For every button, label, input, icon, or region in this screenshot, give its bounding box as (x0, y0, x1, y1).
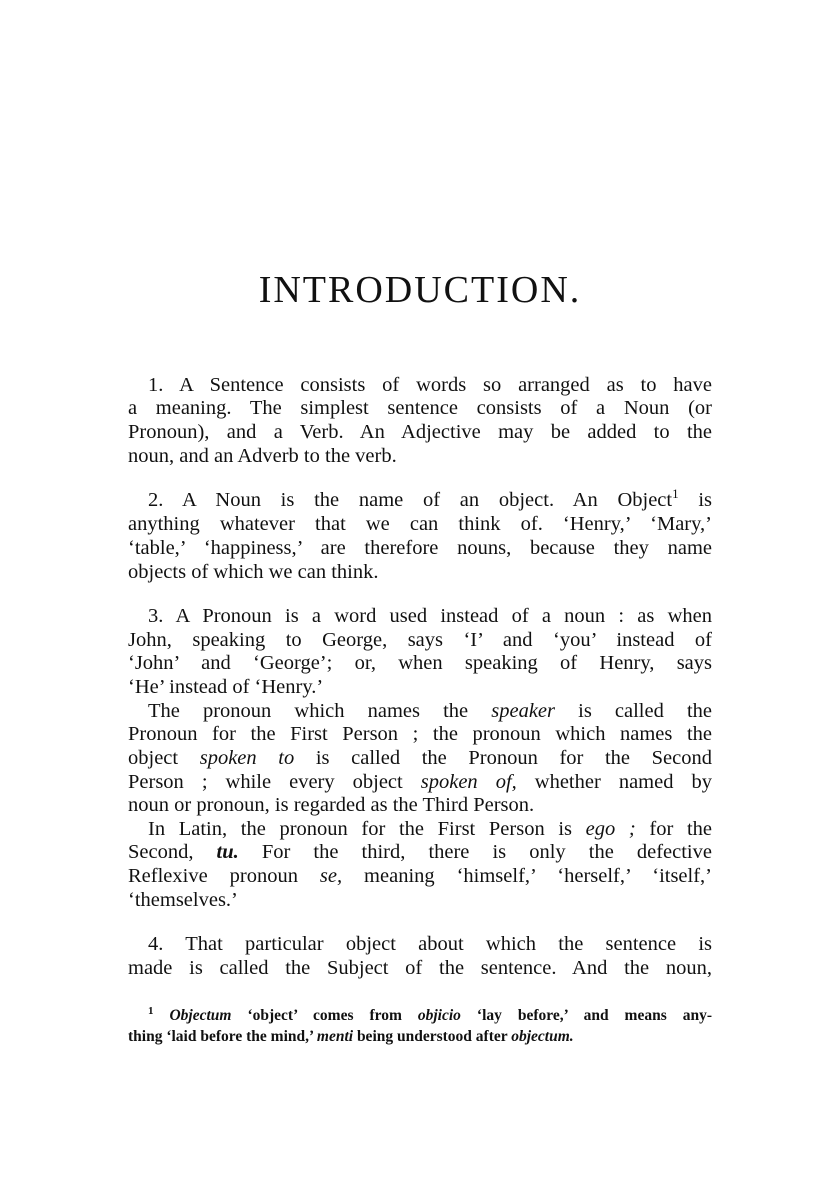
page-title: INTRODUCTION. (258, 269, 582, 311)
paragraph-2-line-3: ‘table,’ ‘happiness,’ are therefore nouns, because they name (128, 537, 712, 559)
paragraph-2-line-4: objects of which we can think. (128, 561, 379, 583)
paragraph-1-line-3: Pronoun), and a Verb. An Adjective may be added to the (128, 421, 712, 443)
paragraph-1-line-2: a meaning. The simplest sentence consists of a Noun (or (128, 397, 712, 419)
paragraph-4-line-2: Pronoun for the First Person ; the pronoun which names the (128, 723, 712, 745)
paragraph-5-line-3: Reflexive pronoun se, meaning ‘himself,’ ‘herself,’ ‘itself,’ (128, 865, 713, 887)
footnote-mark: 1 (148, 1004, 154, 1017)
paragraph-3-line-2: John, speaking to George, says ‘I’ and ‘you’ instead of (128, 629, 712, 651)
paragraph-number: 1. (148, 374, 164, 396)
paragraph-number: 2. (148, 489, 164, 511)
paragraph-1-line-4: noun, and an Adverb to the verb. (128, 445, 397, 467)
paragraph-5-line-1: In Latin, the pronoun for the First Person is ego ; for the (148, 818, 712, 840)
paragraph-2-line-1: 2. A Noun is the name of an object. An Object$^1$ is (148, 486, 712, 511)
paragraph-3-line-3: ‘John’ and ‘George’; or, when speaking of Henry, says (128, 652, 712, 674)
paragraph-3-line-1: 3. A Pronoun is a word used instead of a noun : as when (148, 605, 712, 627)
paragraph-number: 3. (148, 605, 164, 627)
paragraph-5-line-4: ‘themselves.’ (128, 889, 238, 911)
footnote-reference: 1 (672, 486, 679, 502)
paragraph-1-line-1: 1. A Sentence consists of words so arranged as to have (148, 374, 712, 396)
paragraph-2-line-2: anything whatever that we can think of. ‘Henry,’ ‘Mary,’ (128, 513, 712, 535)
paragraph-6-line-1: 4. That particular object about which the sentence is (148, 933, 712, 955)
paragraph-4-line-4: Person ; while every object spoken of, whether named by (128, 771, 712, 793)
paragraph-3-line-4: ‘He’ instead of ‘Henry.’ (128, 676, 324, 698)
paragraph-6-line-2: made is called the Subject of the sentence. And the noun, (128, 957, 712, 979)
paragraph-5-line-2: Second, tu. For the third, there is only the defective (128, 841, 712, 863)
footnote-line-2: thing ‘laid before the mind,’ menti being understood after objectum. (128, 1028, 574, 1045)
paragraph-number: 4. (148, 933, 164, 955)
paragraph-4-line-3: object spoken to is called the Pronoun for the Second (128, 747, 712, 769)
paragraph-4-line-5: noun or pronoun, is regarded as the Third Person. (128, 794, 535, 816)
paragraph-4-line-1: The pronoun which names the speaker is called the (148, 700, 712, 722)
footnote-line-1: $^1$ Objectum ‘object’ comes from objicio ‘lay before,’ and means any- (148, 1004, 713, 1024)
